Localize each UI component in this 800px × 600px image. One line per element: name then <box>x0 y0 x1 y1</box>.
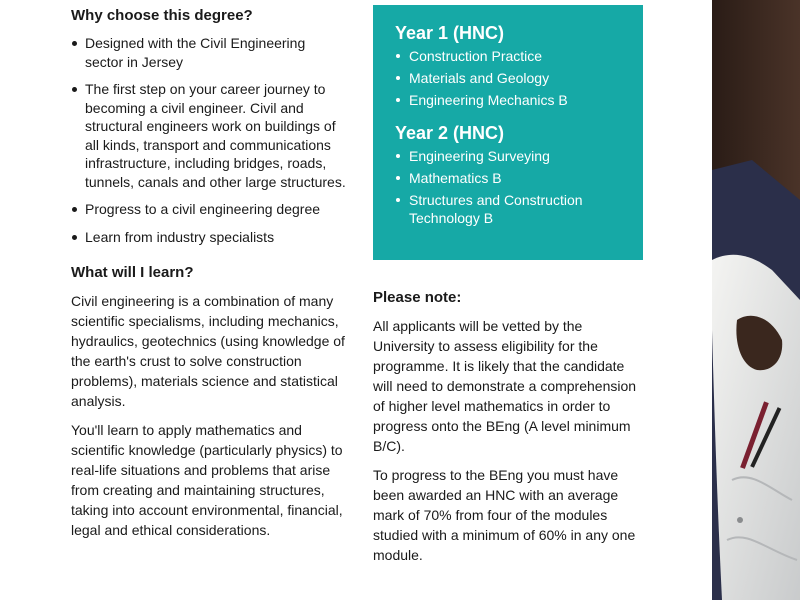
why-choose-list <box>71 34 346 246</box>
note-paragraph: All applicants will be vetted by the University to assess eligibility for the programme. It is likely that the candidate will need to demonstrate a comprehension of higher level mathematics in order to progress onto the BEng (A level minimum B/C). <box>373 318 637 454</box>
why-choose-item: Designed with the Civil Engineering sector in Jersey <box>71 34 346 71</box>
modules-box <box>373 5 643 260</box>
module-item: Engineering Surveying <box>395 147 621 165</box>
left-column <box>71 6 346 540</box>
why-choose-item: Learn from industry specialists <box>71 228 346 247</box>
why-choose-item: Progress to a civil engineering degree <box>71 200 346 219</box>
note-paragraph: To progress to the BEng you must have been awarded an HNC with an average mark of 70% from four of the modules studied with a minimum of 60% in any one module. <box>373 467 636 563</box>
module-item: Engineering Mechanics B <box>395 91 621 109</box>
module-item: Materials and Geology <box>395 69 621 87</box>
please-note-section <box>373 288 643 565</box>
learn-paragraph: You'll learn to apply mathematics and scientific knowledge (particularly physics) to real-life situations and problems that arise from creating and maintaining structures, taking into account environmental, financial, legal and ethical considerations. <box>71 422 343 538</box>
year-2-heading: Year 2 (HNC) <box>395 123 505 143</box>
please-note-heading: Please note: <box>373 289 462 306</box>
module-item: Construction Practice <box>395 47 621 65</box>
year-1-heading: Year 1 (HNC) <box>395 23 505 43</box>
year-2-module-list <box>395 147 621 227</box>
engineer-photo-illustration <box>712 0 800 600</box>
module-item: Mathematics B <box>395 169 621 187</box>
learn-paragraph: Civil engineering is a combination of many scientific specialisms, including mechanics, hydraulics, geotechnics (using knowledge of the earth's crust to solve construction problems), materials science and statistical analysis. <box>71 293 345 409</box>
year-1-module-list <box>395 47 621 109</box>
engineer-photo <box>712 0 800 600</box>
why-choose-item: The first step on your career journey to becoming a civil engineer. Civil and structural engineers work on buildings of all kinds, transport and communications infrastructure, including bridges, roads, tunnels, canals and other large structures. <box>71 80 346 191</box>
why-choose-heading: Why choose this degree? <box>71 7 253 24</box>
what-learn-heading: What will I learn? <box>71 264 194 281</box>
module-item: Structures and Construction Technology B <box>395 191 621 227</box>
